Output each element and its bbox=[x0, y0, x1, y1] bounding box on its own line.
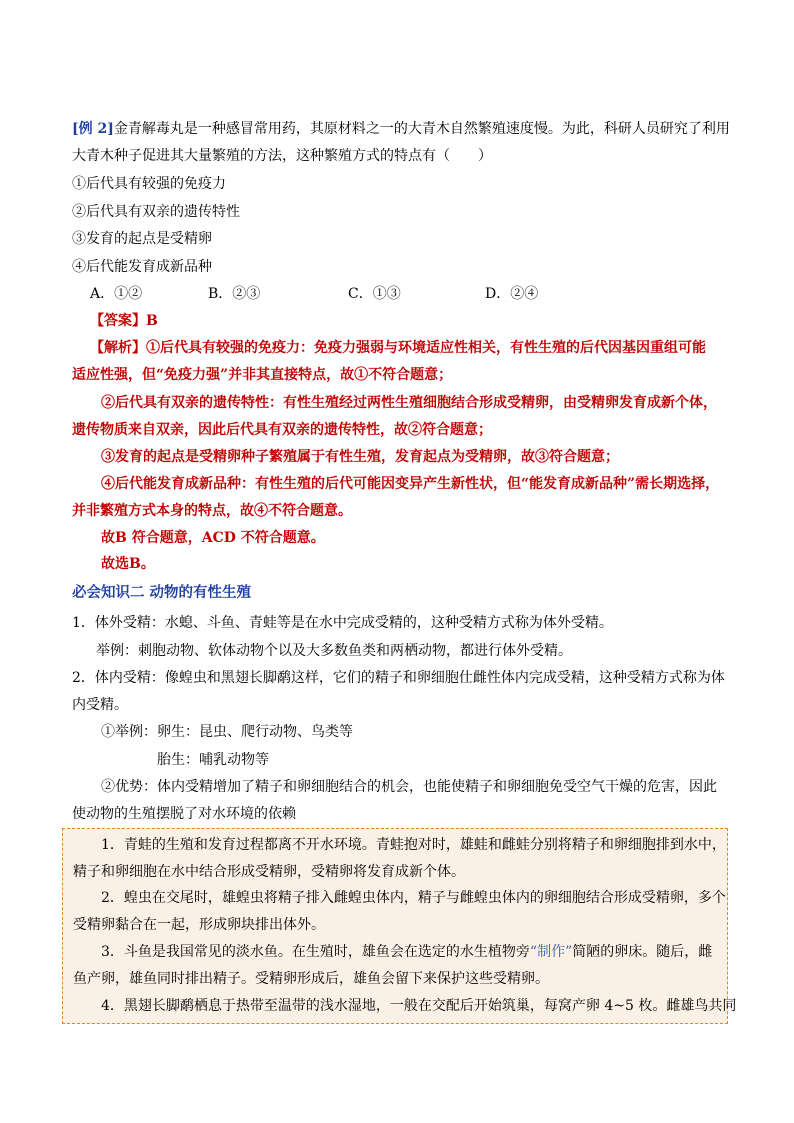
option-d: D．②④ bbox=[485, 286, 539, 302]
analysis-line-1: 【解析】①后代具有较强的免疫力：免疫力强弱与环境适应性相关，有性生殖的后代因基因重组可能 bbox=[90, 340, 706, 356]
statement-2: ②后代具有双亲的遗传特性 bbox=[72, 204, 240, 220]
box-line-4: 4．黑翅长脚鹬栖息于热带至温带的浅水湿地，一般在交配后开始筑巢，每窝产卵 4~5 枚。雌雄鸟共同 bbox=[101, 998, 737, 1014]
statement-3: ③发育的起点是受精卵 bbox=[72, 231, 212, 247]
section-p1: 1．体外受精：水螅、斗鱼、青蛙等是在水中完成受精的，这种受精方式称为体外受精。 bbox=[72, 615, 613, 631]
analysis-line-3: ③发育的起点是受精卵种子繁殖属于有性生殖，发育起点为受精卵，故③符合题意； bbox=[101, 449, 619, 465]
analysis-line-1b: 适应性强，但“免疫力强”并非其直接特点，故①不符合题意； bbox=[72, 367, 453, 383]
question-line-2: 大青木种子促进其大量繁殖的方法，这种繁殖方式的特点有（ ） bbox=[72, 148, 492, 164]
section-p1b: 举例：刺胞动物、软体动物个以及大多数鱼类和两栖动物，都进行体外受精。 bbox=[96, 643, 572, 659]
box-line-2b: 受精卵黏合在一起，形成卵块排出体外。 bbox=[73, 917, 325, 933]
box-line-3b: 鱼产卵，雄鱼同时排出精子。受精卵形成后，雄鱼会留下来保护这些受精卵。 bbox=[73, 971, 549, 987]
box-line-2: 2．蝗虫在交尾时，雄蝗虫将精子排入雌蝗虫体内，精子与雌蝗虫体内的卵细胞结合形成受精卵，多个 bbox=[101, 890, 726, 906]
section-p4: ②优势：体内受精增加了精子和卵细胞结合的机会，也能使精子和卵细胞免受空气干燥的危害，因此 bbox=[101, 779, 717, 795]
section-p4b: 使动物的生殖摆脱了对水环境的依赖 bbox=[72, 806, 296, 822]
conclusion-2: 故选B。 bbox=[101, 556, 155, 572]
option-a: A．①② bbox=[90, 286, 143, 302]
example-label: [例 2] bbox=[72, 121, 114, 137]
answer-options bbox=[90, 283, 550, 305]
section-p2b: 内受精。 bbox=[72, 697, 128, 713]
conclusion-1: 故B 符合题意，ACD 不符合题意。 bbox=[101, 530, 325, 546]
analysis-line-4b: 并非繁殖方式本身的特点，故④不符合题意。 bbox=[72, 503, 352, 519]
analysis-line-2: ②后代具有双亲的遗传特性：有性生殖经过两性生殖细胞结合形成受精卵，由受精卵发育成新个体， bbox=[101, 395, 717, 411]
box-line-3: 3．斗鱼是我国常见的淡水鱼。在生殖时，雄鱼会在选定的水生植物旁“制作”简陋的卵床。随后，雌 bbox=[101, 944, 713, 960]
question-line-1: [例 2]金青解毒丸是一种感冒常用药，其原材料之一的大青木自然繁殖速度慢。为此，科研人员研究了利用 bbox=[72, 121, 730, 137]
section-title: 必会知识二 动物的有性生殖 bbox=[72, 584, 252, 601]
section-p3: ①举例：卵生：昆虫、爬行动物、鸟类等 bbox=[101, 724, 353, 740]
section-p2: 2．体内受精：像蝗虫和黑翅长脚鹬这样，它们的精子和卵细胞仕雌性体内完成受精，这种受精方式称为体 bbox=[72, 670, 725, 686]
analysis-line-4: ④后代能发育成新品种：有性生殖的后代可能因变异产生新性状，但“能发育成新品种”需长期选择， bbox=[101, 476, 720, 492]
statement-1: ①后代具有较强的免疫力 bbox=[72, 176, 226, 192]
option-c: C．①③ bbox=[348, 286, 401, 302]
section-p3b: 胎生：哺乳动物等 bbox=[157, 752, 269, 768]
statement-4: ④后代能发育成新品种 bbox=[72, 259, 212, 275]
box-line-1b: 精子和卵细胞在水中结合形成受精卵，受精卵将发育成新个体。 bbox=[73, 864, 465, 880]
info-box bbox=[62, 828, 737, 1024]
answer-label: 【答案】B bbox=[90, 313, 158, 329]
option-b: B．②③ bbox=[208, 286, 261, 302]
analysis-line-2b: 遗传物质来自双亲，因此后代具有双亲的遗传特性，故②符合题意； bbox=[72, 422, 492, 438]
box-line-1: 1．青蛙的生殖和发育过程都离不开水环境。青蛙抱对时，雄蛙和雌蛙分别将精子和卵细胞排到水中， bbox=[101, 837, 726, 853]
